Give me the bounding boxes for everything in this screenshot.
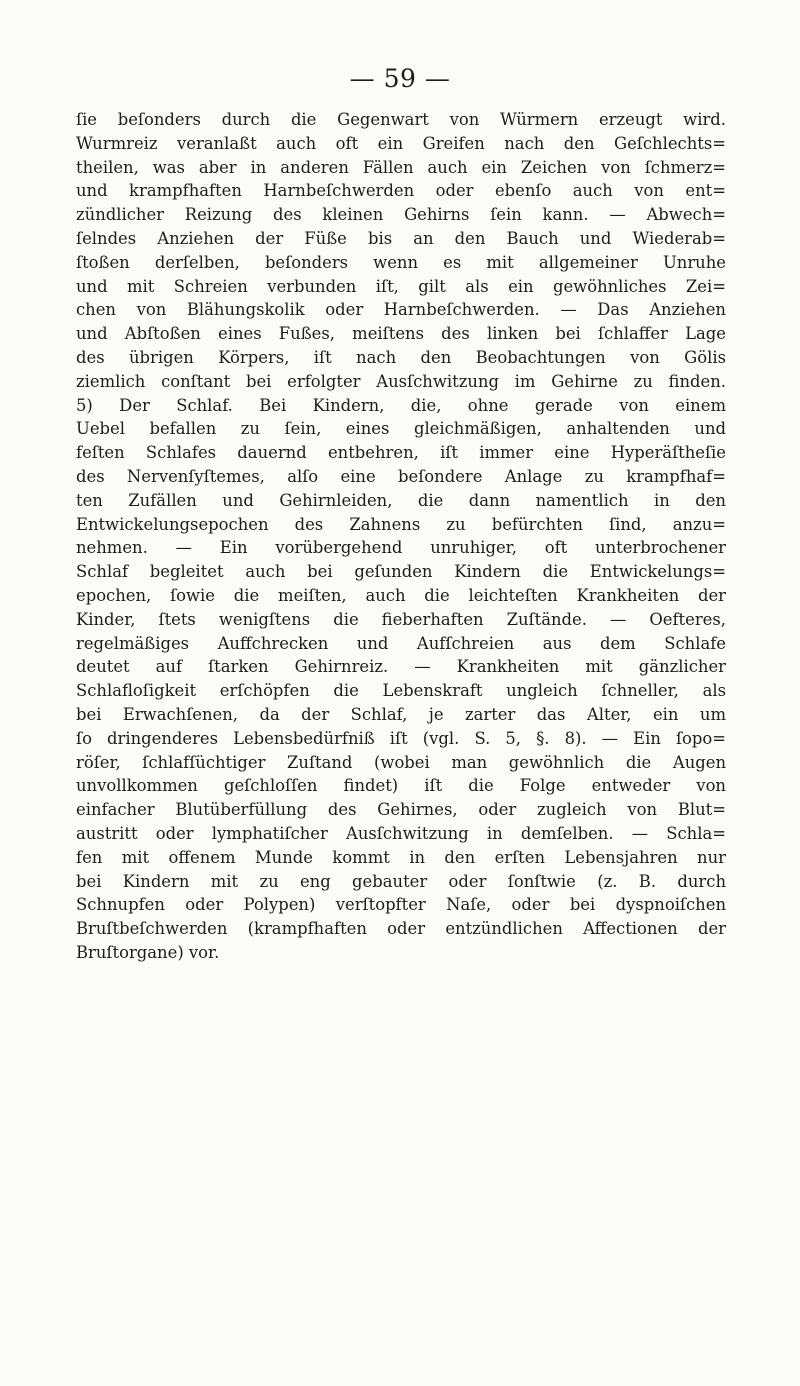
text-line: röſer, ſchlafſüchtiger Zuſtand (wobei man gewöhnlich die Augen	[76, 752, 726, 772]
text-line: Schlafloſigkeit erſchöpfen die Lebenskraft ungleich ſchneller, als	[76, 681, 726, 701]
text-line: Schlaf begleitet auch bei geſunden Kindern die Entwickelungs=	[76, 562, 726, 582]
text-line: ſelndes Anziehen der Füße bis an den Bauch und Wiederab=	[76, 228, 726, 248]
text-line: und mit Schreien verbunden iſt, gilt als ein gewöhnliches Zei=	[76, 276, 726, 296]
page-number: — 59 —	[349, 64, 451, 93]
text-line: nehmen. — Ein vorübergehend unruhiger, oft unterbrochener	[76, 538, 726, 558]
text-line: bei Kindern mit zu eng gebauter oder ſonſtwie (z. B. durch	[76, 871, 726, 891]
text-line: Entwickelungsepochen des Zahnens zu befürchten ſind, anzu=	[76, 514, 726, 534]
text-line: feſten Schlafes dauernd entbehren, iſt immer eine Hyperäſtheſie	[76, 443, 726, 463]
text-line: austritt oder lymphatiſcher Ausſchwitzung in demſelben. — Schla=	[76, 823, 726, 843]
text-line: Wurmreiz veranlaßt auch oft ein Greifen nach den Geſchlechts=	[76, 133, 726, 153]
text-line: Schnupfen oder Polypen) verſtopfter Naſe, oder bei dyspnoiſchen	[76, 895, 726, 915]
text-line: einfacher Blutüberfüllung des Gehirnes, oder zugleich von Blut=	[76, 800, 726, 820]
text-line: bei Erwachſenen, da der Schlaf, je zarter das Alter, ein um	[76, 704, 726, 724]
text-line: Bruſtbeſchwerden (krampfhaften oder entzündlichen Affectionen der	[76, 919, 726, 939]
text-line: ſtoßen derſelben, beſonders wenn es mit allgemeiner Unruhe	[76, 252, 726, 272]
text-line: 5) Der Schlaf. Bei Kindern, die, ohne gerade von einem	[76, 395, 726, 415]
text-line: und krampfhaften Harnbeſchwerden oder ebenſo auch von ent=	[76, 181, 726, 201]
text-line: ten Zufällen und Gehirnleiden, die dann namentlich in den	[76, 490, 726, 510]
text-line: Uebel befallen zu ſein, eines gleichmäßigen, anhaltenden und	[76, 419, 726, 439]
text-line: zündlicher Reizung des kleinen Gehirns ſein kann. — Abwech=	[76, 205, 726, 225]
text-line: des Nervenſyſtemes, alſo eine beſondere Anlage zu krampfhaf=	[76, 466, 726, 486]
text-line: Kinder, ſtets wenigſtens die fieberhaften Zuſtände. — Oefteres,	[76, 609, 726, 629]
text-line: deutet auf ſtarken Gehirnreiz. — Krankheiten mit gänzlicher	[76, 657, 726, 677]
text-line: theilen, was aber in anderen Fällen auch ein Zeichen von ſchmerz=	[76, 157, 726, 177]
text-line: ziemlich conſtant bei erfolgter Ausſchwitzung im Gehirne zu finden.	[76, 371, 726, 391]
text-line: ſo dringenderes Lebensbedürfniß iſt (vgl. S. 5, §. 8). — Ein ſopo=	[76, 728, 726, 748]
body-text	[76, 108, 726, 965]
text-line: chen von Blähungskolik oder Harnbeſchwerden. — Das Anziehen	[76, 300, 726, 320]
text-line: und Abſtoßen eines Fußes, meiſtens des linken bei ſchlaffer Lage	[76, 324, 726, 344]
text-line: des übrigen Körpers, iſt nach den Beobachtungen von Gölis	[76, 347, 726, 367]
text-line: regelmäßiges Auffchrecken und Aufſchreien aus dem Schlafe	[76, 633, 726, 653]
text-line: unvollkommen geſchloſſen findet) iſt die Folge entweder von	[76, 776, 726, 796]
text-line: Bruſtorgane) vor.	[76, 942, 220, 962]
text-line: ſie beſonders durch die Gegenwart von Würmern erzeugt wird.	[76, 110, 726, 129]
text-line: epochen, ſowie die meiſten, auch die leichteſten Krankheiten der	[76, 585, 726, 605]
text-line: fen mit offenem Munde kommt in den erſten Lebensjahren nur	[76, 847, 726, 867]
